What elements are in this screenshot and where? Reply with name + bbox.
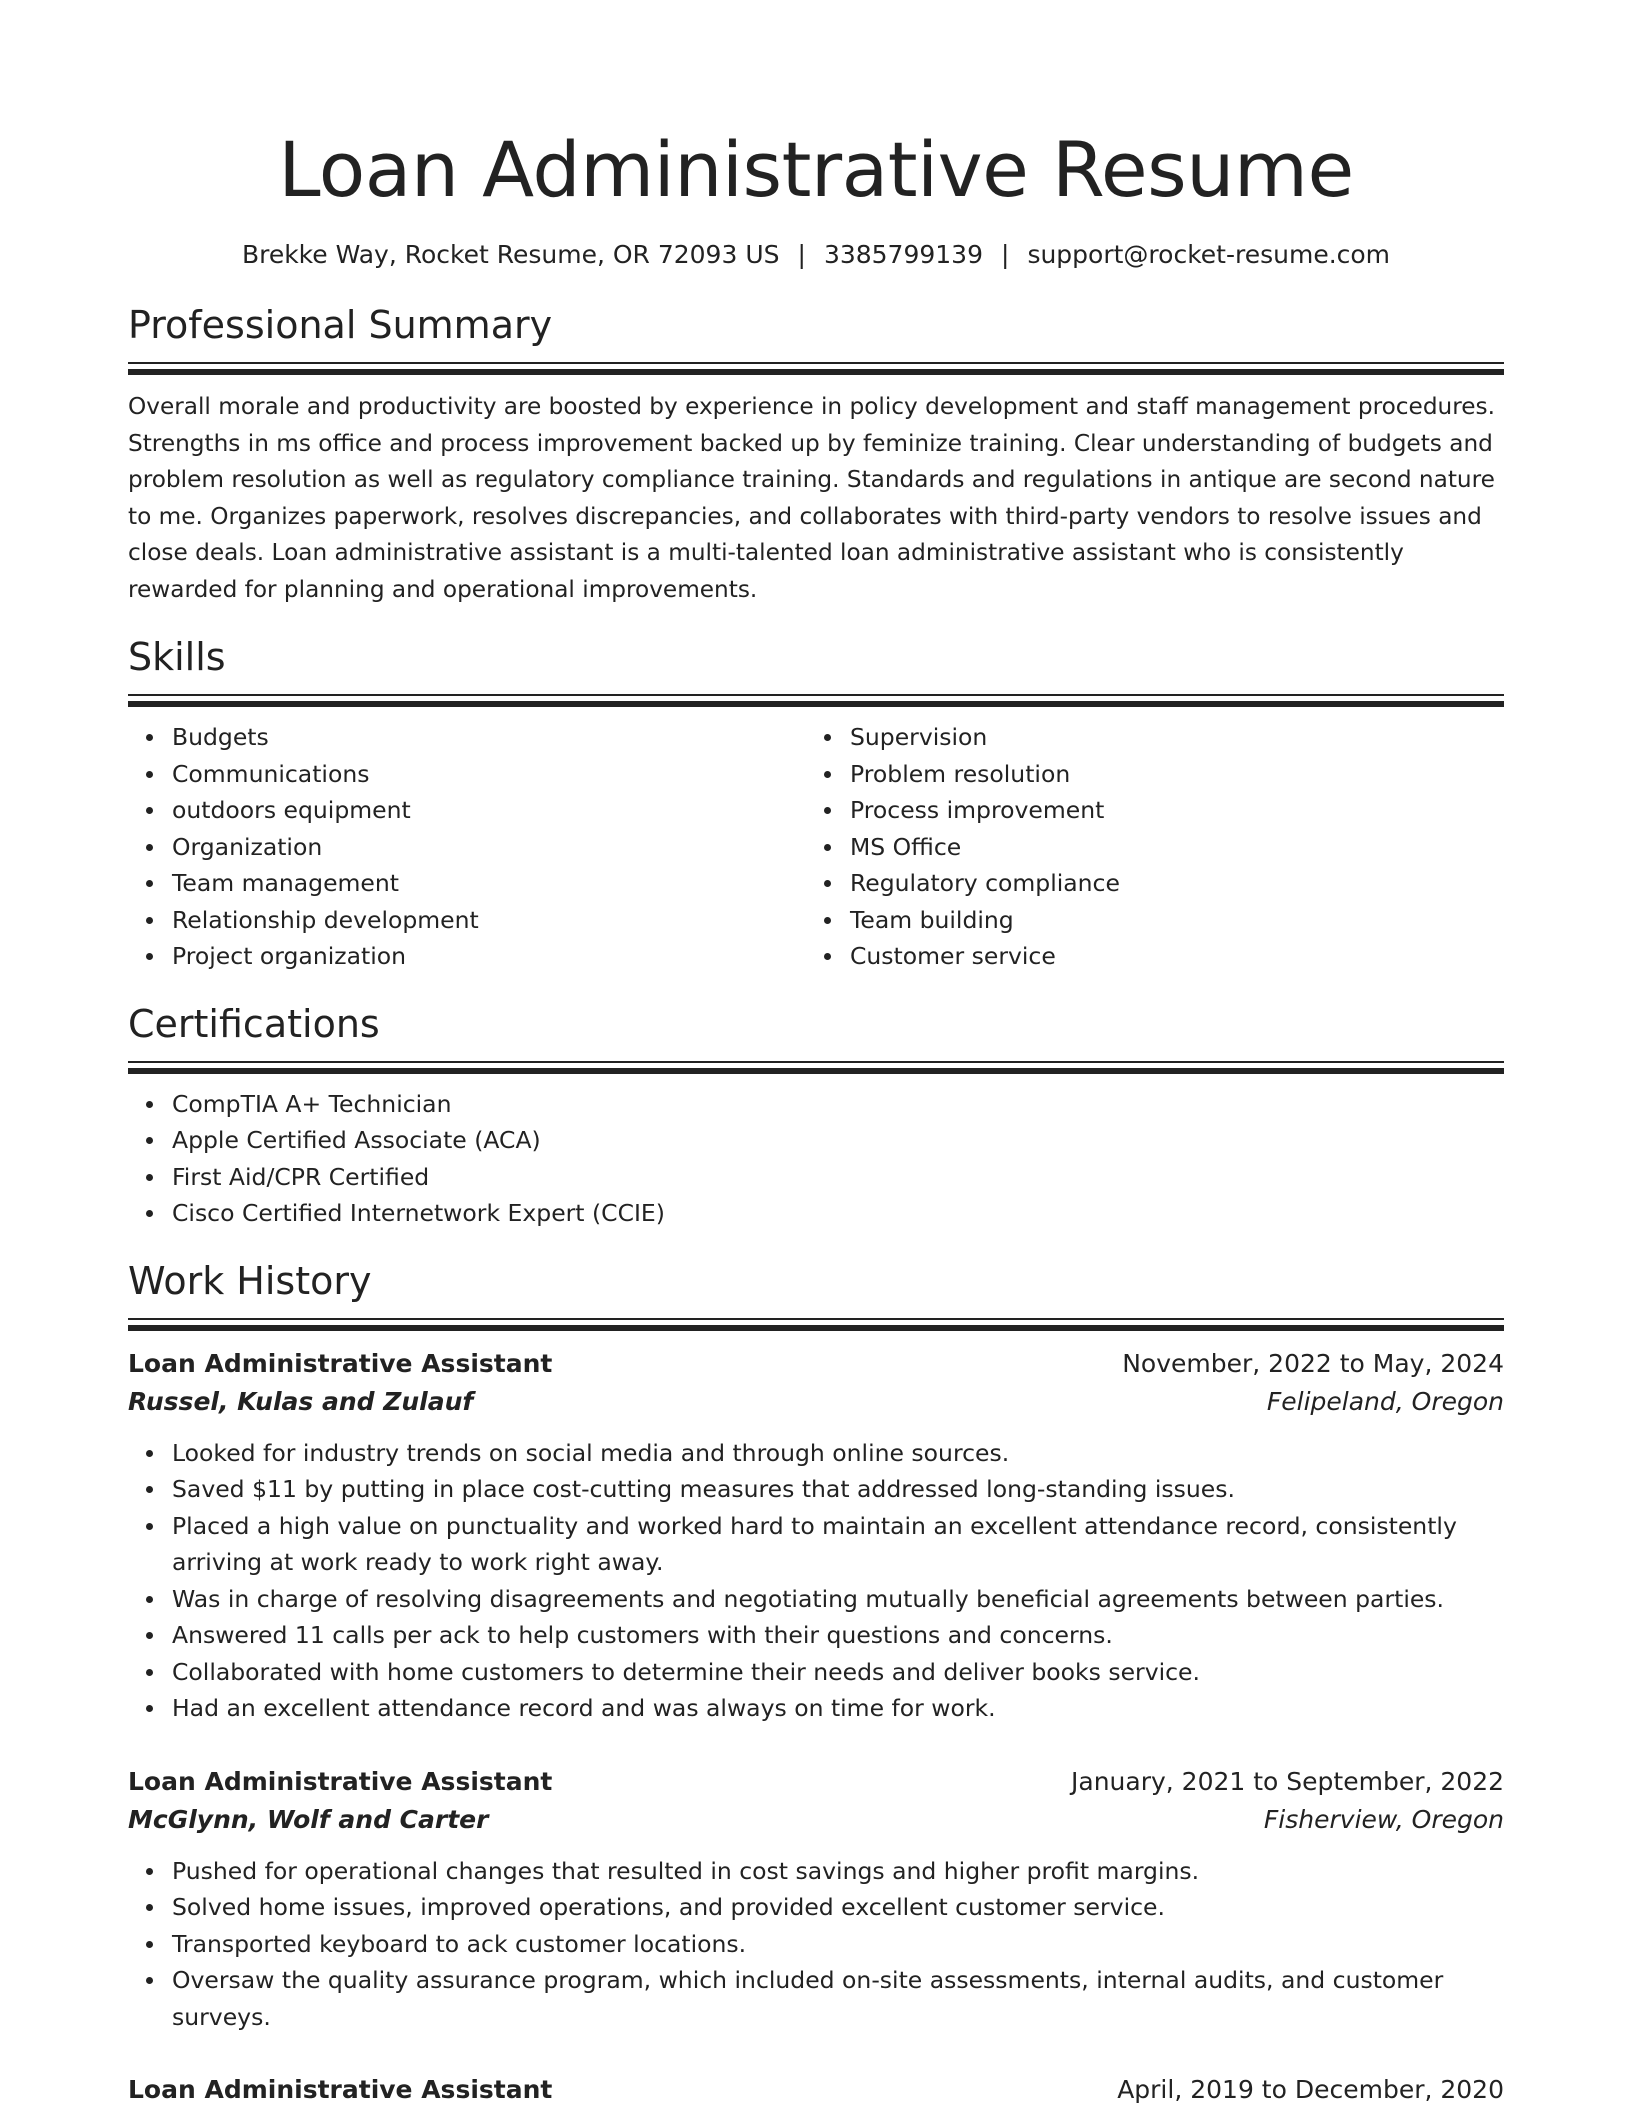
skill-item: outdoors equipment [172,792,806,829]
certification-item: Cisco Certified Internetwork Expert (CCIE) [172,1195,1504,1232]
job-bullet: Collaborated with home customers to determine their needs and deliver books service. [172,1654,1504,1691]
job-header-row [128,2071,1504,2109]
section-divider [128,362,1504,375]
summary-section [128,302,1504,608]
contact-line [128,238,1504,272]
section-title-skills: Skills [128,635,226,679]
job-bullet: Had an excellent attendance record and was always on time for work. [172,1690,1504,1727]
resume-page [128,0,1504,2109]
certification-item: First Aid/CPR Certified [172,1159,1504,1196]
job-company-row [128,1383,1504,1421]
contact-phone: 3385799139 [823,240,983,269]
job-bullet: Placed a high value on punctuality and worked hard to maintain an excellent attendance record, consistently arriving at work ready to work right away. [172,1508,1504,1581]
skill-item: Regulatory compliance [850,865,1484,902]
skill-item: Supervision [850,719,1484,756]
skill-item: Relationship development [172,902,806,939]
job-location: Fisherview, Oregon [1263,1804,1504,1834]
skills-list-right [806,719,1484,975]
section-divider [128,694,1504,707]
job-entry [128,2071,1504,2109]
job-title: Loan Administrative Assistant [128,2075,553,2104]
contact-address: Brekke Way, Rocket Resume, OR 72093 US [241,240,780,269]
job-dates: November, 2022 to May, 2024 [1122,1348,1504,1378]
section-title-work-history: Work History [128,1258,372,1303]
summary-text: Overall morale and productivity are boosted by experience in policy development and staff management procedures. Strengths in ms office and process improvement backed up by feminize training. Clear understanding of budgets and problem resolution as well as regulatory compliance training. Standards and regulations in antique are second nature to me. Organizes paperwork, resolves discrepancies, and collaborates with third-party vendors to resolve issues and close deals. Loan administrative assistant is a multi-talented loan administrative assistant who is consistently rewarded for planning and operational improvements. [128,393,1495,603]
job-entry [128,1763,1504,2036]
skill-item: Project organization [172,938,806,975]
certification-item: CompTIA A+ Technician [172,1086,1504,1123]
job-bullet: Pushed for operational changes that resulted in cost savings and higher profit margins. [172,1853,1504,1890]
certification-item: Apple Certified Associate (ACA) [172,1122,1504,1159]
skill-item: Team building [850,902,1484,939]
job-entry [128,1345,1504,1727]
certifications-section [128,1001,1504,1232]
job-company: Russel, Kulas and Zulauf [128,1386,474,1416]
job-company-row [128,1801,1504,1839]
skill-item: Budgets [172,719,806,756]
section-title-certifications: Certifications [128,1001,380,1046]
job-dates: January, 2021 to September, 2022 [1071,1766,1504,1796]
section-divider [128,1318,1504,1331]
section-title-summary: Professional Summary [128,303,553,347]
contact-separator: | [1001,240,1010,269]
skill-item: Organization [172,829,806,866]
job-dates: April, 2019 to December, 2020 [1117,2075,1504,2104]
job-title: Loan Administrative Assistant [128,1766,553,1796]
job-bullet: Oversaw the quality assurance program, which included on-site assessments, internal audits, and customer surveys. [172,1962,1504,2035]
skill-item: Process improvement [850,792,1484,829]
job-bullet: Transported keyboard to ack customer locations. [172,1926,1504,1963]
skill-item: Problem resolution [850,756,1484,793]
contact-email: support@rocket-resume.com [1027,240,1391,269]
skill-item: Team management [172,865,806,902]
job-bullet: Saved $11 by putting in place cost-cutting measures that addressed long-standing issues. [172,1471,1504,1508]
job-bullets [128,1435,1504,1727]
skill-item: Communications [172,756,806,793]
skills-list-left [128,719,806,975]
job-title: Loan Administrative Assistant [128,1348,553,1378]
job-header-row [128,1763,1504,1801]
job-company: McGlynn, Wolf and Carter [128,1804,489,1834]
skills-grid [128,719,1504,975]
job-bullet: Answered 11 calls per ack to help customers with their questions and concerns. [172,1617,1504,1654]
resume-title: Loan Administrative Resume [278,125,1354,214]
job-bullets [128,1853,1504,2036]
job-bullet: Was in charge of resolving disagreements and negotiating mutually beneficial agreements between parties. [172,1581,1504,1618]
skills-section [128,634,1504,975]
certifications-list [128,1086,1504,1232]
skill-item: MS Office [850,829,1484,866]
job-bullet: Looked for industry trends on social media and through online sources. [172,1435,1504,1472]
job-header-row [128,1345,1504,1383]
job-bullet: Solved home issues, improved operations, and provided excellent customer service. [172,1889,1504,1926]
work-history-section [128,1258,1504,2110]
skill-item: Customer service [850,938,1484,975]
job-location: Felipeland, Oregon [1266,1386,1504,1416]
section-divider [128,1061,1504,1074]
contact-separator: | [797,240,806,269]
